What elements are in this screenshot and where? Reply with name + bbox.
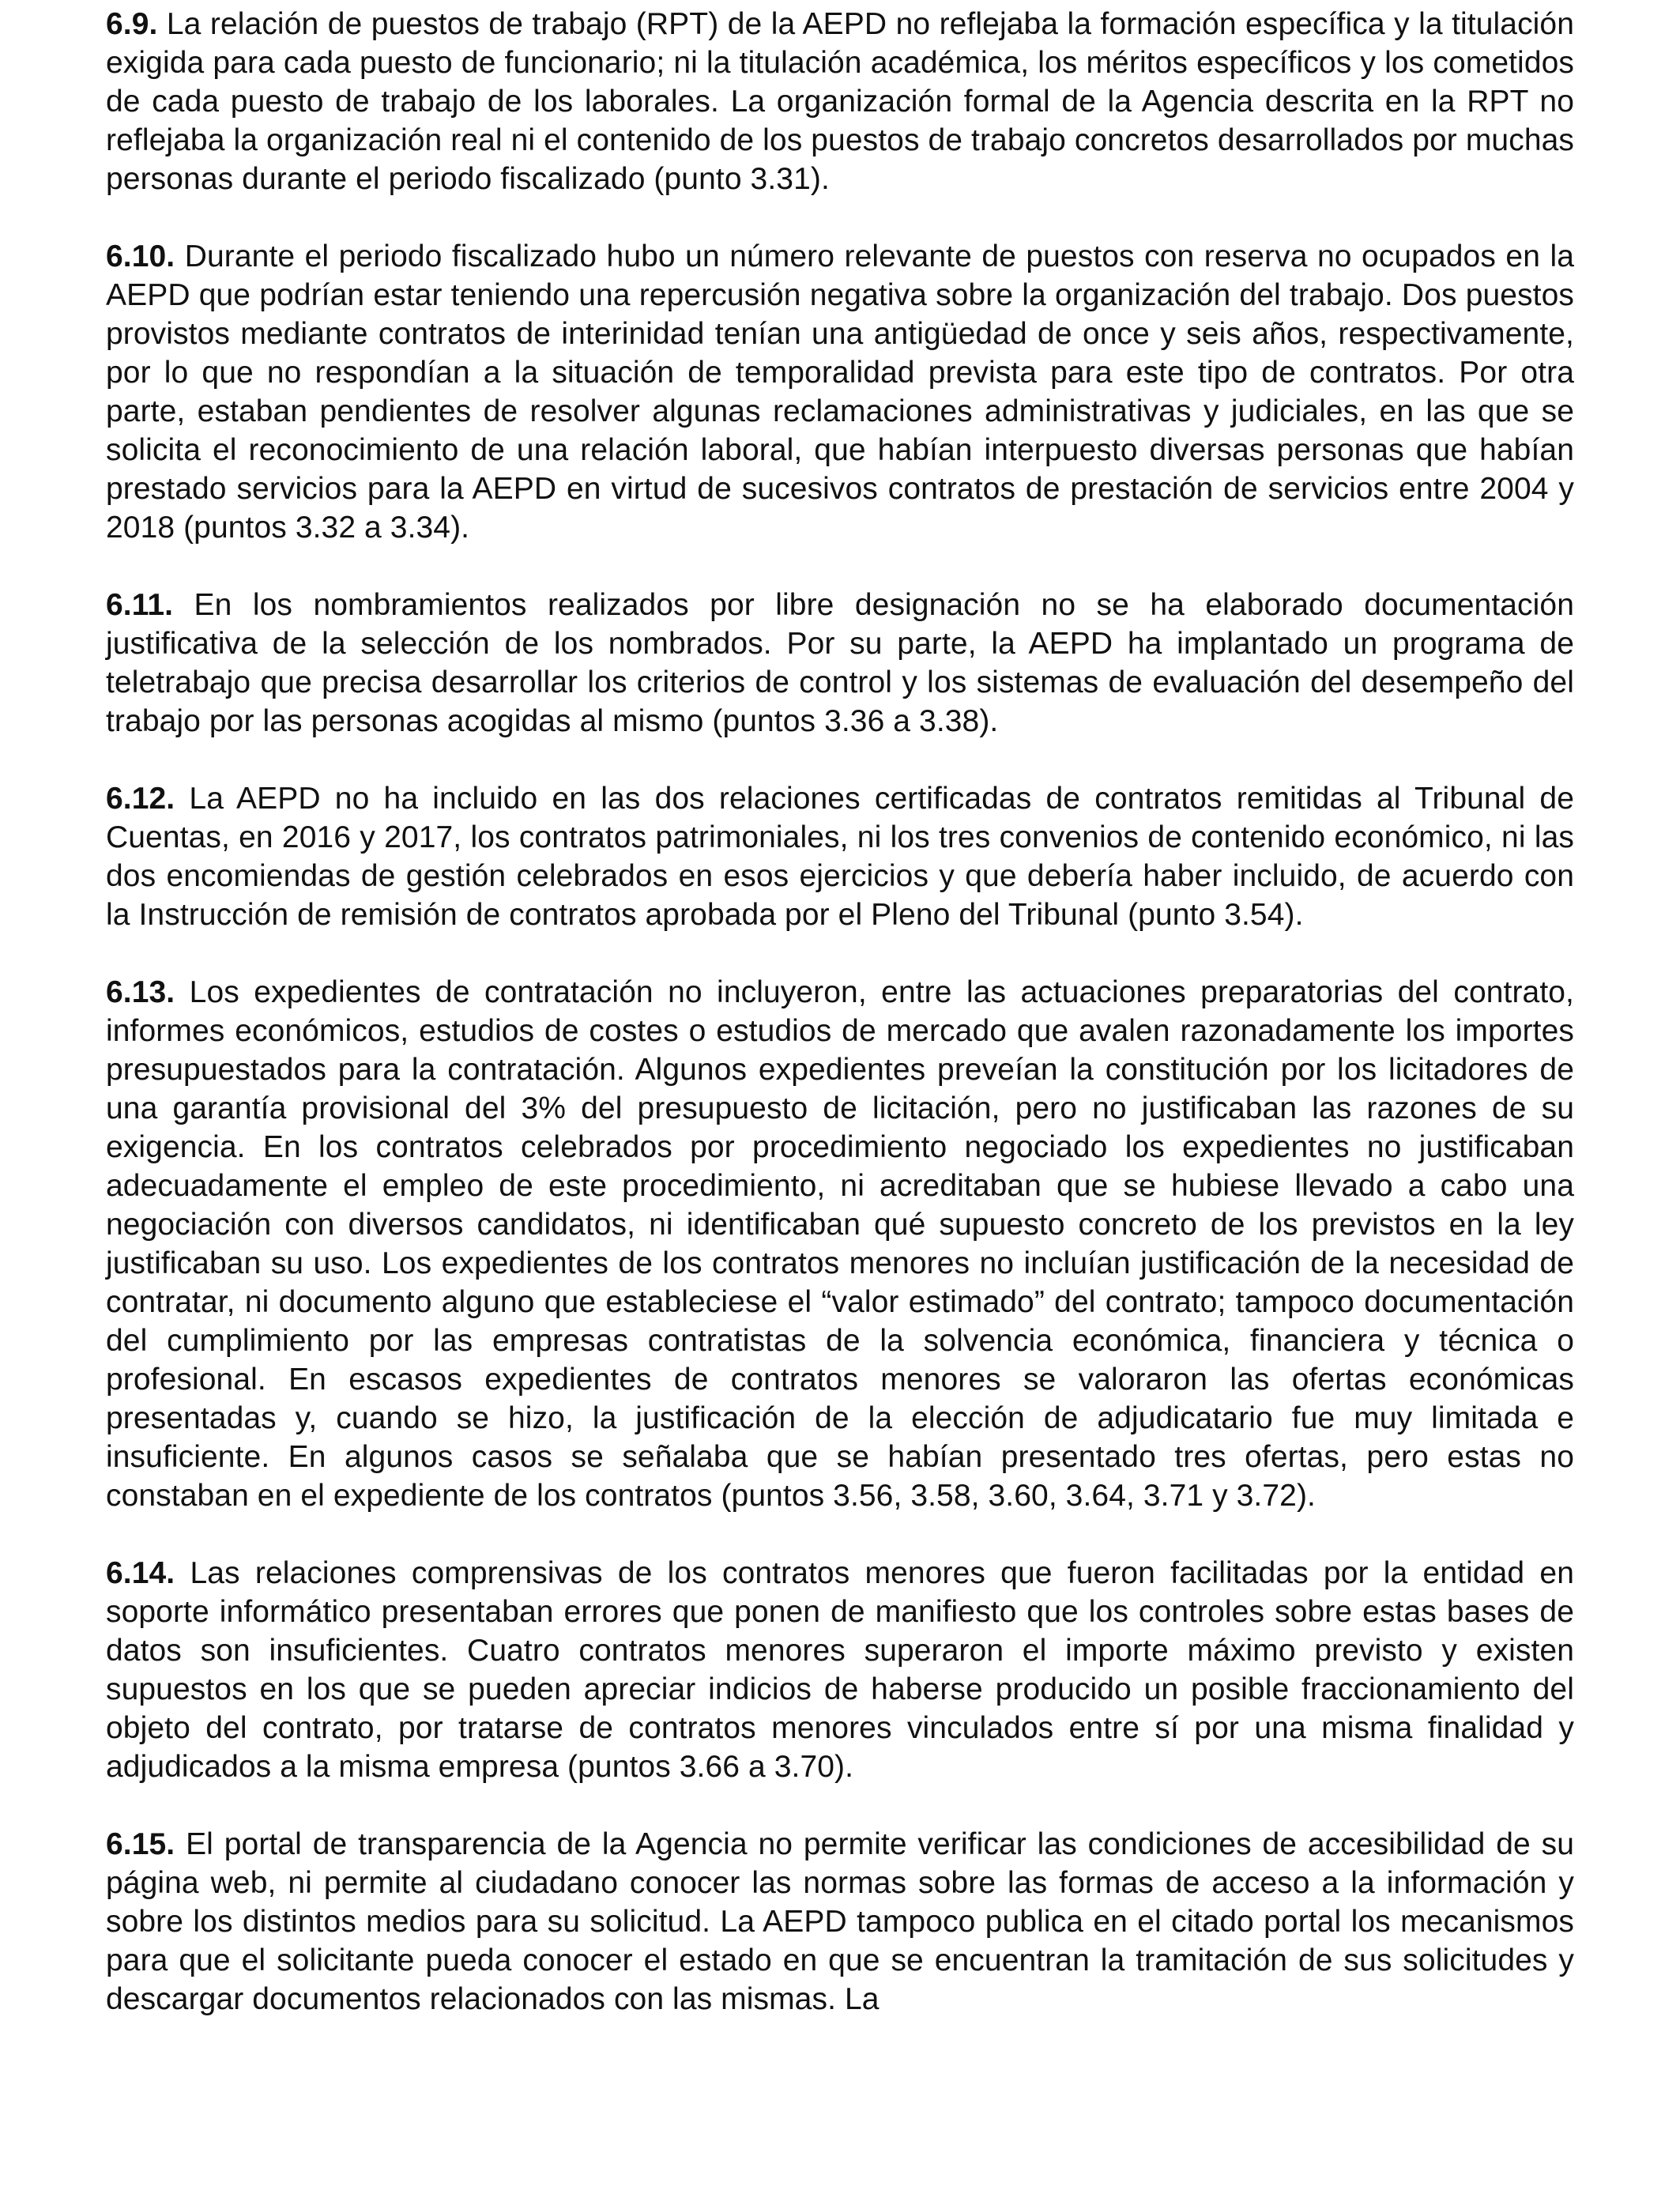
paragraph-number: 6.9. — [106, 7, 158, 41]
paragraph-text: La AEPD no ha incluido en las dos relaciones certificadas de contratos remitidas al Tribunal de Cuentas, en 2016 y 2017, los contratos patrimoniales, ni los tres convenios de contenido económico, ni las dos encomiendas de gestión celebrados en esos ejercicios y que debería haber incluido, de acuerdo con la Instrucción de remisión de contratos aprobada por el Pleno del Tribunal (punto 3.54). — [106, 782, 1574, 932]
paragraph-text: Durante el periodo fiscalizado hubo un número relevante de puestos con reserva no ocupados en la AEPD que podrían estar teniendo una repercusión negativa sobre la organización del trabajo. Dos puestos provistos mediante contratos de interinidad tenían una antigüedad de once y seis años, respectivamente, por lo que no respondían a la situación de temporalidad prevista para este tipo de contratos. Por otra parte, estaban pendientes de resolver algunas reclamaciones administrativas y judiciales, en las que se solicita el reconocimiento de una relación laboral, que habían interpuesto diversas personas que habían prestado servicios para la AEPD en virtud de sucesivos contratos de prestación de servicios entre 2004 y 2018 (puntos 3.32 a 3.34). — [106, 239, 1575, 545]
paragraph-text: En los nombramientos realizados por libre designación no se ha elaborado documentación justificativa de la selección de los nombrados. Por su parte, la AEPD ha implantado un programa de teletrabajo que precisa desarrollar los criterios de control y los sistemas de evaluación del desempeño del trabajo por las personas acogidas al mismo (puntos 3.36 a 3.38). — [106, 588, 1574, 738]
paragraph-number: 6.10. — [106, 239, 175, 273]
paragraph-6-13 — [106, 973, 1574, 1515]
paragraph-6-11 — [106, 586, 1574, 741]
paragraph-6-12 — [106, 779, 1574, 934]
paragraph-number: 6.13. — [106, 975, 175, 1009]
paragraph-6-9 — [106, 5, 1574, 198]
document-page — [106, 5, 1574, 2019]
paragraph-6-10 — [106, 237, 1574, 547]
paragraph-6-14 — [106, 1554, 1574, 1786]
paragraph-text: Las relaciones comprensivas de los contratos menores que fueron facilitadas por la entidad en soporte informático presentaban errores que ponen de manifiesto que los controles sobre estas bases de datos son insuficientes. Cuatro contratos menores superaron el importe máximo previsto y existen supuestos en los que se pueden apreciar indicios de haberse producido un posible fraccionamiento del objeto del contrato, por tratarse de contratos menores vinculados entre sí por una misma finalidad y adjudicados a la misma empresa (puntos 3.66 a 3.70). — [106, 1556, 1574, 1784]
paragraph-text: Los expedientes de contratación no incluyeron, entre las actuaciones preparatorias del contrato, informes económicos, estudios de costes o estudios de mercado que avalen razonadamente los importes presupuestados para la contratación. Algunos expedientes preveían la constitución por los licitadores de una garantía provisional del 3% del presupuesto de licitación, pero no justificaban las razones de su exigencia. En los contratos celebrados por procedimiento negociado los expedientes no justificaban adecuadamente el empleo de este procedimiento, ni acreditaban que se hubiese llevado a cabo una negociación con diversos candidatos, ni identificaban qué supuesto concreto de los previstos en la ley justificaban su uso. Los expedientes de los contratos menores no incluían justificación de la necesidad de contratar, ni documento alguno que estableciese el “valor estimado” del contrato; tampoco documentación del cumplimiento por las empresas contratistas de la solvencia económica, financiera y técnica o profesional. En escasos expedientes de contratos menores se valoraron las ofertas económicas presentadas y, cuando se hizo, la justificación de la elección de adjudicatario fue muy limitada e insuficiente. En algunos casos se señalaba que se habían presentado tres ofertas, pero estas no constaban en el expediente de los contratos (puntos 3.56, 3.58, 3.60, 3.64, 3.71 y 3.72). — [106, 975, 1574, 1513]
paragraph-6-15 — [106, 1825, 1574, 2019]
paragraph-number: 6.15. — [106, 1827, 175, 1861]
paragraph-number: 6.12. — [106, 782, 175, 816]
paragraph-number: 6.14. — [106, 1556, 175, 1590]
paragraph-number: 6.11. — [106, 588, 174, 622]
paragraph-text: El portal de transparencia de la Agencia no permite verificar las condiciones de accesibilidad de su página web, ni permite al ciudadano conocer las normas sobre las formas de acceso a la información y sobre los distintos medios para su solicitud. La AEPD tampoco publica en el citado portal los mecanismos para que el solicitante pueda conocer el estado en que se encuentran la tramitación de sus solicitudes y descargar documentos relacionados con las mismas. La — [106, 1827, 1575, 2016]
paragraph-text: La relación de puestos de trabajo (RPT) de la AEPD no reflejaba la formación específica y la titulación exigida para cada puesto de funcionario; ni la titulación académica, los méritos específicos y los cometidos de cada puesto de trabajo de los laborales. La organización formal de la Agencia descrita en la RPT no reflejaba la organización real ni el contenido de los puestos de trabajo concretos desarrollados por muchas personas durante el periodo fiscalizado (punto 3.31). — [106, 7, 1575, 196]
